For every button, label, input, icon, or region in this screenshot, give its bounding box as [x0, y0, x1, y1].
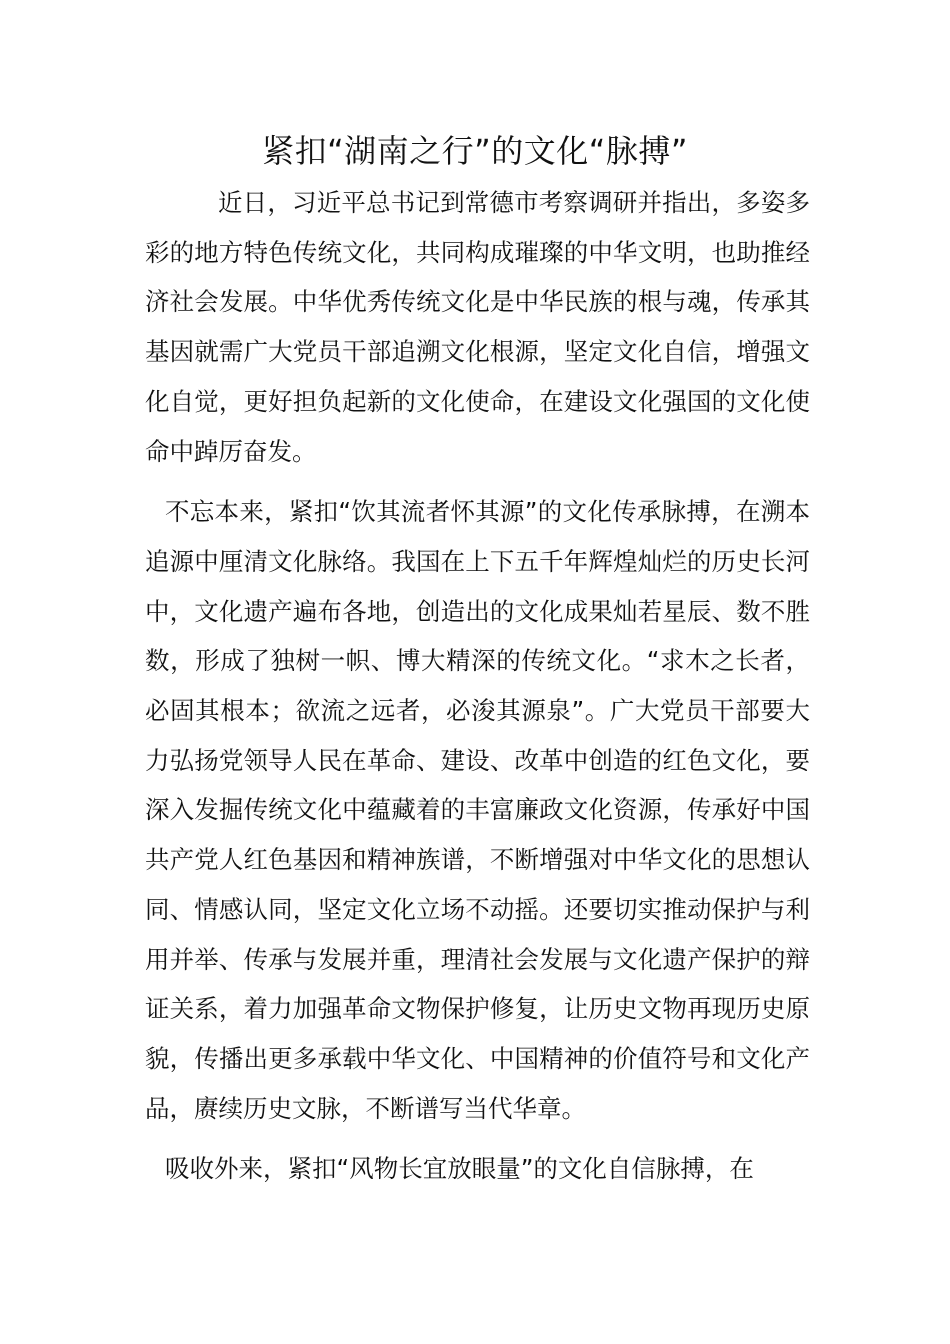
document-title: 紧扣“湖南之行”的文化“脉搏”: [262, 132, 688, 170]
document-body: [145, 178, 810, 1194]
paragraph-absorb-foreign: 吸收外来，紧扣“风物长宜放眼量”的文化自信脉搏，在: [165, 1154, 754, 1184]
paragraph-intro: 近日，习近平总书记到常德市考察调研并指出，多姿多彩的地方特色传统文化，共同构成璀璨的中华文明，也助推经济社会发展。中华优秀传统文化是中华民族的根与魂，传承其基因就需广大党员干部追溯文化根源，坚定文化自信，增强文化自觉，更好担负起新的文化使命，在建设文化强国的文化使命中踔厉奋发。: [145, 188, 810, 466]
paragraph-heritage: 不忘本来，紧扣“饮其流者怀其源”的文化传承脉搏，在溯本追源中厘清文化脉络。我国在上下五千年辉煌灿烂的历史长河中，文化遗产遍布各地，创造出的文化成果灿若星辰、数不胜数，形成了独树一帜、博大精深的传统文化。“求木之长者，必固其根本；欲流之远者，必浚其源泉”。广大党员干部要大力弘扬党领导人民在革命、建设、改革中创造的红色文化，要深入发掘传统文化中蕴藏着的丰富廉政文化资源，传承好中国共产党人红色基因和精神族谱，不断增强对中华文化的思想认同、情感认同，坚定文化立场不动摇。还要切实推动保护与利用并举、传承与发展并重，理清社会发展与文化遗产保护的辩证关系，着力加强革命文物保护修复，让历史文物再现历史原貌，传播出更多承载中华文化、中国精神的价值符号和文化产品，赓续历史文脉，不断谱写当代华章。: [145, 497, 810, 1123]
